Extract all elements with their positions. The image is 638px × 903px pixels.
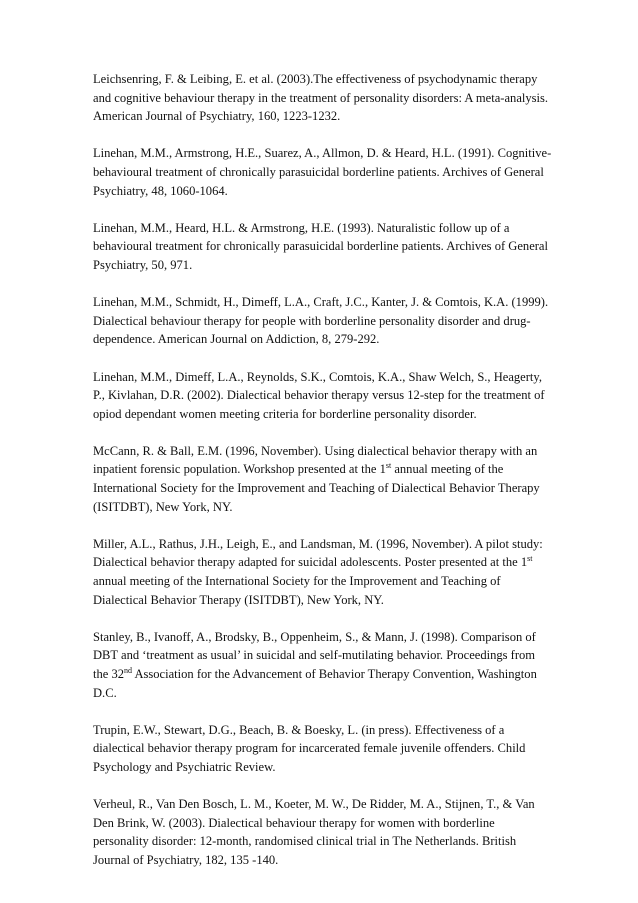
reference-entry (93, 368, 553, 424)
reference-entry (93, 293, 553, 349)
reference-entry (93, 628, 553, 702)
reference-text: Linehan, M.M., Schmidt, H., Dimeff, L.A., Craft, J.C., Kanter, J. & Comtois, K.A. (1999). Dialectical behaviour therapy for people with borderline personality disorder and drug-dependence. American Journal on Addiction, 8, 279-292. (93, 295, 549, 347)
reference-entry (93, 795, 553, 869)
reference-text: Verheul, R., Van Den Bosch, L. M., Koeter, M. W., De Ridder, M. A., Stijnen, T., & Van Den Brink, W. (2003). Dialectical behaviour therapy for women with borderline personality disorder: 12-month, randomised clinical trial in The Netherlands. British Journal of Psychiatry, 182, 135 -140. (93, 797, 535, 867)
reference-entry (93, 442, 553, 516)
ordinal-suffix: st (385, 461, 392, 471)
reference-entry (93, 144, 553, 200)
reference-text: Linehan, M.M., Armstrong, H.E., Suarez, A., Allmon, D. & Heard, H.L. (1991). Cognitive-behavioural treatment of chronically parasuicidal borderline patients. Archives of General Psychiatry, 48, 1060-1064. (93, 146, 552, 198)
reference-text: Linehan, M.M., Dimeff, L.A., Reynolds, S.K., Comtois, K.A., Shaw Welch, S., Heagerty, P., Kivlahan, D.R. (2002). Dialectical behavior therapy versus 12-step for the treatment of opiod dependant women meeting criteria for borderline personality disorder. (93, 369, 545, 421)
reference-text: Linehan, M.M., Heard, H.L. & Armstrong, H.E. (1993). Naturalistic follow up of a behavioural treatment for chronically parasuicidal borderline patients. Archives of General Psychiatry, 50, 971. (93, 220, 548, 272)
reference-entry (93, 70, 553, 126)
reference-entry (93, 721, 553, 777)
ordinal-suffix: nd (124, 666, 133, 675)
reference-entry (93, 219, 553, 275)
reference-text: Miller, A.L., Rathus, J.H., Leigh, E., and Landsman, M. (1996, November). A pilot study: Dialectical behavior therapy adapted for suicidal adolescents. Poster presented at the 1 (93, 536, 543, 570)
reference-text: Association for the Advancement of Behavior Therapy Convention, Washington D.C. (93, 667, 537, 700)
ordinal-suffix: st (527, 554, 533, 564)
reference-list (93, 70, 553, 888)
reference-text: annual meeting of the International Society for the Improvement and Teaching of Dialectical Behavior Therapy (ISITDBT), New York, NY. (93, 462, 540, 514)
reference-text: annual meeting of the International Society for the Improvement and Teaching of Dialectical Behavior Therapy (ISITDBT), New York, NY. (93, 574, 501, 607)
reference-text: McCann, R. & Ball, E.M. (1996, November). Using dialectical behavior therapy with an inpatient forensic population. Workshop presented at the 1 (93, 443, 538, 477)
reference-entry (93, 535, 553, 609)
reference-text: Trupin, E.W., Stewart, D.G., Beach, B. & Boesky, L. (in press). Effectiveness of a dialectical behavior therapy program for incarcerated female juvenile offenders. Child Psychology and Psychiatric Review. (93, 722, 526, 774)
reference-text: Stanley, B., Ivanoff, A., Brodsky, B., Oppenheim, S., & Mann, J. (1998). Comparison of DBT and ‘treatment as usual’ in suicidal and self-mutilating behavior. Proceedings from the 32 (93, 629, 536, 681)
reference-text: Leichsenring, F. & Leibing, E. et al. (2003).The effectiveness of psychodynamic therapy and cognitive behaviour therapy in the treatment of personality disorders: A meta-analysis. American Journal of Psychiatry, 160, 1223-1232. (93, 72, 549, 124)
